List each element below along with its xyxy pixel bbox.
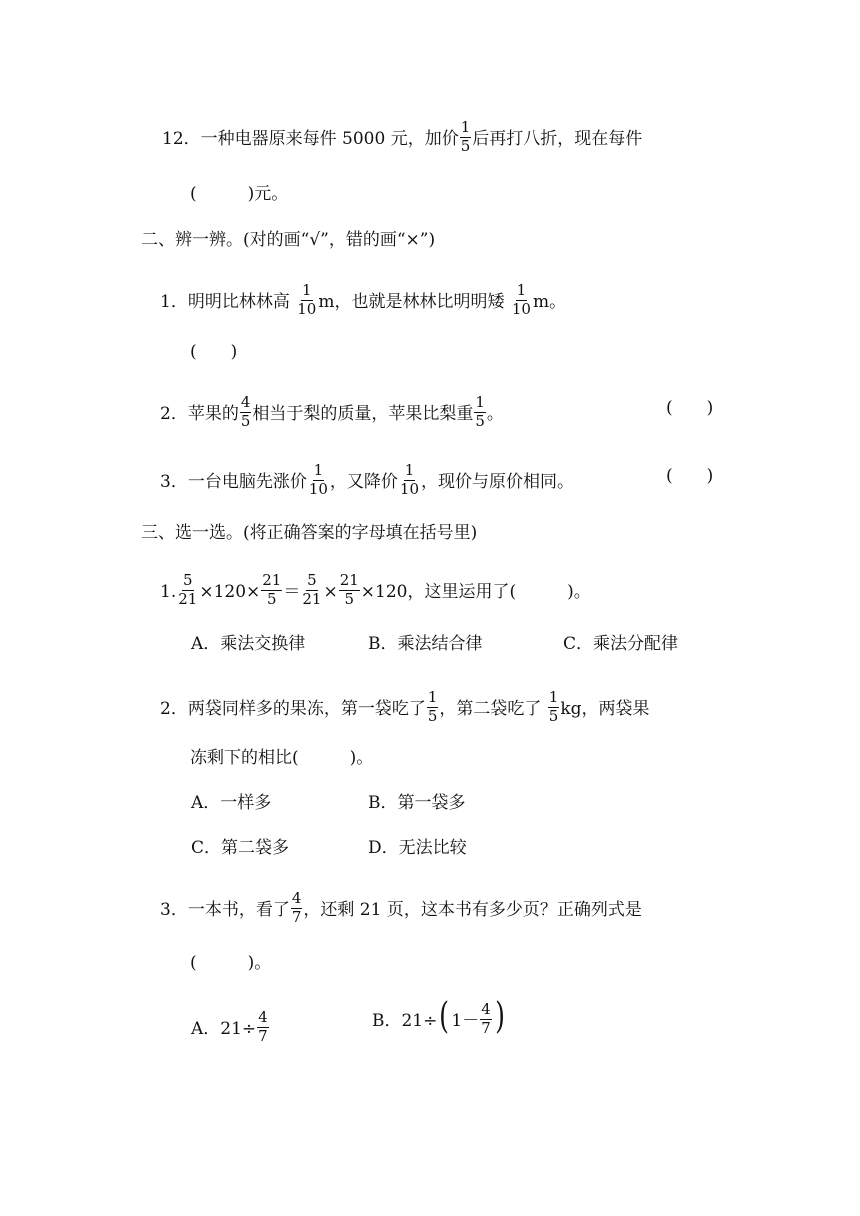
fraction-denominator: 10 [297, 299, 317, 318]
sec3-q2-option-d[interactable]: D．无法比较 [368, 838, 467, 858]
fraction-denominator: 5 [460, 136, 471, 155]
fraction-numerator: 4 [240, 393, 251, 411]
sec2-q1-fraction-1 [296, 283, 317, 318]
sec3-q1-operator-1: ×120× [199, 581, 261, 602]
section3-heading: 三、选一选。(将正确答案的字母填在括号里) [141, 523, 478, 543]
sec3-q1-fraction-c [301, 573, 322, 608]
q12-number: 12． [162, 128, 201, 149]
sec3-q2-text-3: kg，两袋果 [560, 698, 650, 719]
sec2-q3-fraction-2 [399, 463, 420, 498]
option-a-fraction [257, 1010, 269, 1045]
sec3-q3-option-a[interactable] [191, 1008, 270, 1047]
fraction-denominator: 5 [475, 411, 485, 430]
sec3-q3-option-b[interactable] [372, 996, 507, 1039]
fraction-numerator: 1 [313, 461, 324, 479]
sec3-q3-line1 [160, 889, 642, 928]
sec2-q3-answer-blank[interactable]: ( ) [666, 466, 714, 486]
fraction-denominator: 10 [308, 479, 328, 498]
sec3-q2-option-b[interactable]: B．第一袋多 [368, 793, 466, 813]
fraction-numerator: 1 [302, 281, 312, 299]
fraction-numerator: 4 [258, 1008, 268, 1026]
sec3-q1-option-a[interactable]: A．乘法交换律 [191, 634, 306, 654]
sec2-q2-line [160, 393, 504, 432]
fraction-denominator: 7 [481, 1018, 491, 1037]
sec3-q1-line [160, 571, 591, 610]
fraction-numerator: 4 [291, 889, 302, 907]
sec3-q3-fraction [291, 891, 303, 926]
sec3-q2-option-a[interactable]: A．一样多 [191, 793, 272, 813]
option-b-fraction [480, 999, 492, 1037]
right-parenthesis: ) [494, 996, 505, 1037]
left-parenthesis: ( [439, 996, 450, 1037]
fraction-numerator: 1 [516, 281, 527, 299]
fraction-denominator: 7 [291, 907, 302, 926]
sec3-q2-line1 [160, 688, 650, 727]
q12-text-1: 一种电器原来每件 5000 元，加价 [200, 128, 459, 149]
sec2-q2-answer-blank[interactable]: ( ) [666, 398, 714, 418]
sec3-q2-text-2: ，第二袋吃了 [439, 698, 547, 719]
option-a-prefix: A．21÷ [191, 1018, 257, 1039]
sec2-q2-text-1: 2．苹果的 [160, 403, 239, 424]
sec3-q3-answer-blank[interactable]: ( )。 [190, 953, 272, 973]
sec2-q1-text-2: m，也就是林林比明明矮 [318, 291, 510, 312]
option-b-one-minus: 1－ [451, 1010, 480, 1031]
sec2-q1-text-1: 1．明明比林林高 [160, 291, 296, 312]
sec3-q2-fraction-2 [548, 690, 560, 725]
sec3-q3-text-2: ，还剩 21 页，这本书有多少页？正确列式是 [303, 899, 642, 920]
fraction-numerator: 1 [404, 461, 415, 479]
sec3-q1-number: 1. [160, 581, 177, 602]
sec2-q1-fraction-2 [511, 283, 532, 318]
sec2-q1-answer-blank[interactable]: ( ) [190, 342, 238, 362]
fraction-denominator: 5 [344, 589, 355, 608]
sec3-q1-text-end: ×120，这里运用了( )。 [360, 581, 591, 602]
fraction-numerator: 5 [183, 571, 193, 589]
sec3-q1-option-b[interactable]: B．乘法结合律 [368, 634, 483, 654]
sec2-q3-line [160, 461, 575, 500]
fraction-numerator: 4 [481, 999, 491, 1018]
fraction-denominator: 5 [427, 706, 438, 725]
sec3-q1-operator-2: × [323, 581, 338, 602]
sec3-q2-line2: 冻剩下的相比( )。 [190, 748, 374, 768]
fraction-denominator: 10 [399, 479, 420, 498]
section2-heading: 二、辨一辨。(对的画“√”，错的画“×”) [141, 230, 436, 250]
sec2-q2-text-2: 相当于梨的质量，苹果比梨重 [252, 403, 474, 424]
sec2-q3-text-2: ，又降价 [329, 471, 398, 492]
q12-line1 [162, 118, 643, 157]
sec2-q3-text-3: ，现价与原价相同。 [421, 471, 575, 492]
sec2-q1-text-3: m。 [532, 291, 567, 312]
fraction-denominator: 5 [240, 411, 251, 430]
fraction-numerator: 1 [427, 688, 438, 706]
fraction-denominator: 21 [302, 589, 322, 608]
sec2-q1-line [160, 281, 567, 320]
sec2-q2-fraction-1 [240, 395, 252, 430]
fraction-numerator: 1 [460, 118, 471, 136]
sec3-q2-option-c[interactable]: C．第二袋多 [191, 838, 290, 858]
sec2-q3-text-1: 3．一台电脑先涨价 [160, 471, 307, 492]
fraction-numerator: 21 [262, 571, 282, 589]
sec3-q1-option-c[interactable]: C．乘法分配律 [563, 634, 679, 654]
q12-text-2: 后再打八折，现在每件 [472, 128, 643, 149]
sec3-q3-text-1: 3．一本书，看了 [160, 899, 290, 920]
fraction-denominator: 5 [267, 589, 277, 608]
fraction-numerator: 21 [339, 571, 359, 589]
q12-answer-blank[interactable]: ( )元。 [190, 184, 289, 204]
sec3-q1-equals: ＝ [283, 581, 301, 602]
fraction-numerator: 1 [548, 688, 559, 706]
fraction-denominator: 21 [178, 589, 198, 608]
option-b-prefix: B．21÷ [372, 1010, 438, 1031]
sec2-q3-fraction-1 [308, 463, 329, 498]
q12-fraction [460, 120, 472, 155]
fraction-numerator: 5 [307, 571, 317, 589]
sec2-q2-fraction-2 [474, 395, 486, 430]
fraction-denominator: 10 [511, 299, 531, 318]
sec3-q1-fraction-a [177, 573, 198, 608]
sec3-q2-text-1: 2．两袋同样多的果冻，第一袋吃了 [160, 698, 426, 719]
fraction-numerator: 1 [475, 393, 485, 411]
sec3-q1-fraction-d [339, 573, 360, 608]
fraction-denominator: 7 [258, 1026, 268, 1045]
sec2-q2-text-3: 。 [486, 403, 504, 424]
fraction-denominator: 5 [548, 706, 559, 725]
sec3-q2-fraction-1 [427, 690, 439, 725]
sec3-q1-fraction-b [261, 573, 282, 608]
